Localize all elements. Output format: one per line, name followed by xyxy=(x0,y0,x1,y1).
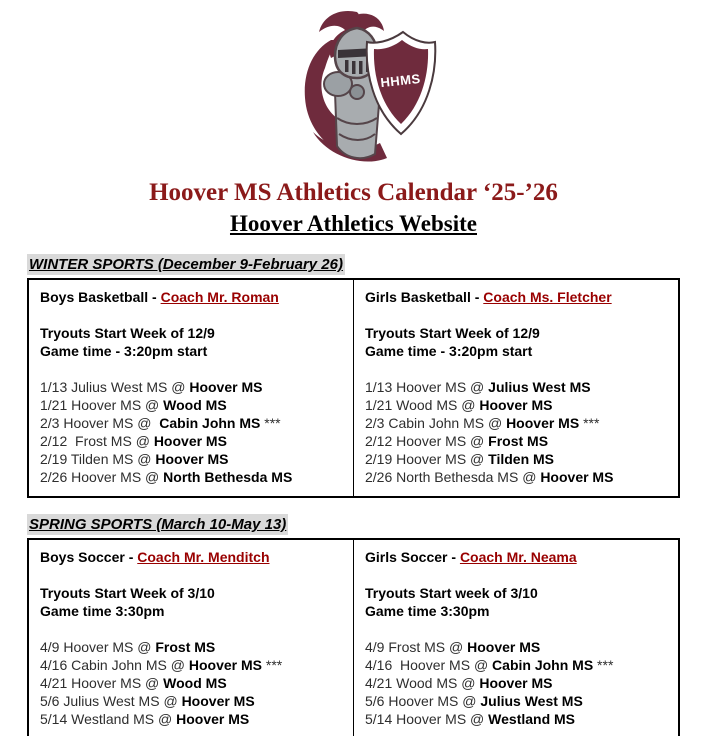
game-line: 4/9 Frost MS @ Hoover MS xyxy=(365,639,541,655)
game-line: 2/12 Hoover MS @ Frost MS xyxy=(365,433,549,449)
winter-sports-heading: WINTER SPORTS (December 9-February 26) xyxy=(29,256,343,273)
game-line: 1/21 Wood MS @ Hoover MS xyxy=(365,397,553,413)
game-line: 4/16 Cabin John MS @ Hoover MS *** xyxy=(40,657,283,673)
boys-soccer-cell xyxy=(28,539,354,736)
coach-link[interactable]: Coach Mr. Menditch xyxy=(137,549,270,565)
game-line: 5/14 Westland MS @ Hoover MS xyxy=(40,711,250,727)
game-line: 1/13 Julius West MS @ Hoover MS xyxy=(40,379,263,395)
team-name: Girls Basketball - xyxy=(365,289,484,305)
team-name: Girls Soccer - xyxy=(365,549,460,565)
team-title xyxy=(365,548,672,566)
girls-soccer-cell xyxy=(354,539,680,736)
coach-link[interactable]: Coach Ms. Fletcher xyxy=(483,289,612,305)
team-info xyxy=(365,584,672,620)
spring-schedule-table xyxy=(27,538,680,736)
athletics-website-link[interactable]: Hoover Athletics Website xyxy=(229,211,477,236)
game-line: 5/14 Hoover MS @ Westland MS xyxy=(365,711,576,727)
team-info xyxy=(365,324,672,360)
game-line: 2/3 Cabin John MS @ Hoover MS *** xyxy=(365,415,600,431)
gametime-line: Game time - 3:20pm start xyxy=(365,343,533,359)
game-line: 5/6 Julius West MS @ Hoover MS xyxy=(40,693,255,709)
team-name: Boys Soccer - xyxy=(40,549,138,565)
game-line: 2/26 North Bethesda MS @ Hoover MS xyxy=(365,469,614,485)
winter-schedule-table xyxy=(27,278,680,498)
game-line: 2/19 Tilden MS @ Hoover MS xyxy=(40,451,229,467)
game-schedule xyxy=(365,638,672,728)
school-logo xyxy=(0,0,707,166)
team-title xyxy=(365,288,672,306)
section-spring-sports xyxy=(27,514,680,736)
coach-link[interactable]: Coach Mr. Roman xyxy=(160,289,279,305)
team-info xyxy=(40,584,347,620)
shield-text: HHMS xyxy=(379,70,421,91)
calendar-content xyxy=(27,254,680,736)
game-line: 1/21 Hoover MS @ Wood MS xyxy=(40,397,227,413)
game-schedule xyxy=(40,378,347,486)
game-line: 2/26 Hoover MS @ North Bethesda MS xyxy=(40,469,293,485)
tryouts-line: Tryouts Start Week of 12/9 xyxy=(365,325,540,341)
gametime-line: Game time - 3:20pm start xyxy=(40,343,208,359)
tryouts-line: Tryouts Start week of 3/10 xyxy=(365,585,538,601)
spring-sports-heading: SPRING SPORTS (March 10-May 13) xyxy=(29,516,287,533)
game-line: 4/9 Hoover MS @ Frost MS xyxy=(40,639,216,655)
gametime-line: Game time 3:30pm xyxy=(365,603,490,619)
game-line: 4/21 Wood MS @ Hoover MS xyxy=(365,675,553,691)
team-name: Boys Basketball - xyxy=(40,289,161,305)
team-title xyxy=(40,288,347,306)
game-line: 2/12 Frost MS @ Hoover MS xyxy=(40,433,227,449)
website-link-line xyxy=(0,208,707,240)
game-line: 1/13 Hoover MS @ Julius West MS xyxy=(365,379,591,395)
game-line: 2/19 Hoover MS @ Tilden MS xyxy=(365,451,555,467)
game-schedule xyxy=(40,638,347,728)
game-line: 5/6 Hoover MS @ Julius West MS xyxy=(365,693,583,709)
gametime-line: Game time 3:30pm xyxy=(40,603,165,619)
tryouts-line: Tryouts Start Week of 3/10 xyxy=(40,585,215,601)
tryouts-line: Tryouts Start Week of 12/9 xyxy=(40,325,215,341)
team-title xyxy=(40,548,347,566)
knight-mascot-icon xyxy=(269,6,439,166)
boys-basketball-cell xyxy=(28,279,354,497)
game-schedule xyxy=(365,378,672,486)
section-winter-sports xyxy=(27,254,680,498)
coach-link[interactable]: Coach Mr. Neama xyxy=(459,549,577,565)
team-info xyxy=(40,324,347,360)
game-line: 4/21 Hoover MS @ Wood MS xyxy=(40,675,227,691)
game-line: 2/3 Hoover MS @ Cabin John MS *** xyxy=(40,415,281,431)
girls-basketball-cell xyxy=(354,279,680,497)
game-line: 4/16 Hoover MS @ Cabin John MS *** xyxy=(365,657,614,673)
page-title: Hoover MS Athletics Calendar ‘25-’26 xyxy=(149,179,558,206)
